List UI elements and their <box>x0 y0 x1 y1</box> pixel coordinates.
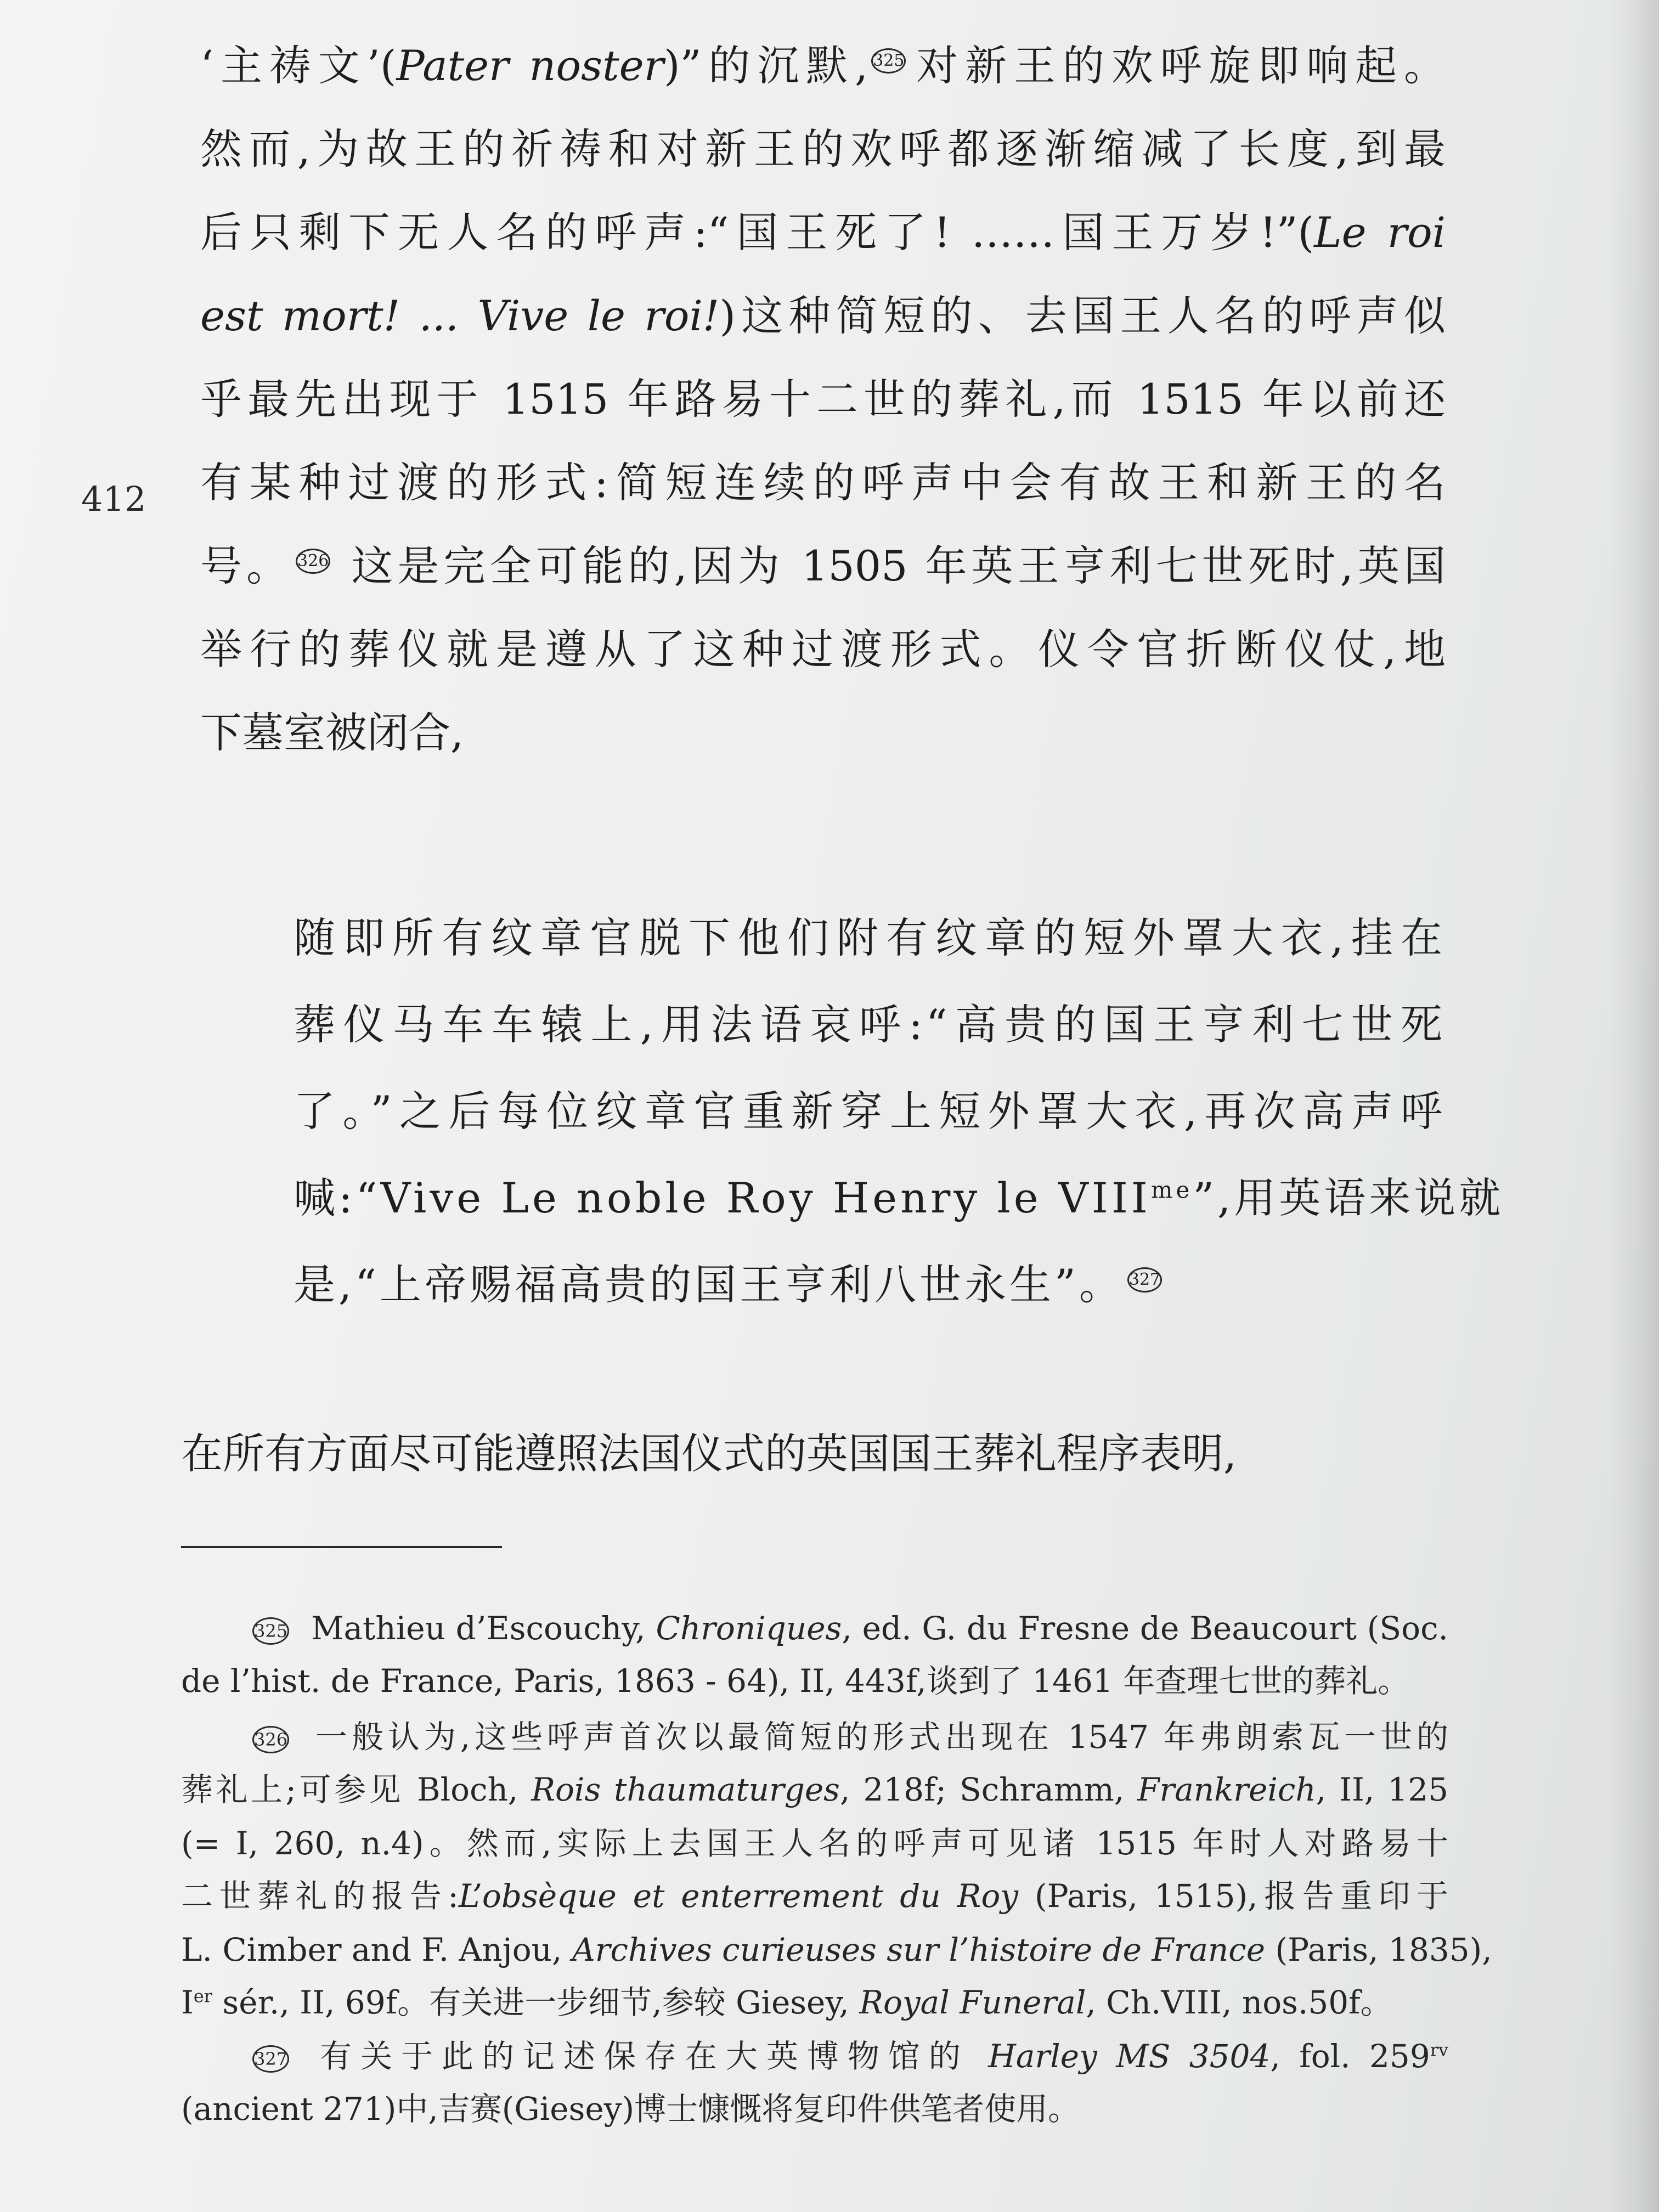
main-text-line <box>200 539 1446 594</box>
note-reference[interactable]: 327 <box>1127 1267 1162 1293</box>
footnote-number: 327 <box>252 2045 289 2073</box>
continuation-line <box>181 1426 1448 1481</box>
text-run: , ed. G. du Fresne de Beaucourt (Soc. <box>842 1610 1448 1647</box>
italic-text: Archives curieuses sur l’histoire de France <box>572 1931 1266 1968</box>
text-run: 对新王的欢呼旋即响起。 <box>909 41 1446 90</box>
text-run: 在所有方面尽可能遵照法国仪式的英国国王葬礼程序表明, <box>181 1429 1237 1478</box>
text-run: (Paris, 1515),报告重印于 <box>1018 1877 1448 1915</box>
main-text-line <box>200 706 1446 760</box>
text-run: 有关于此的记述保存在大英博物馆的 <box>311 2038 989 2075</box>
footnote-rule <box>181 1546 502 1548</box>
text-run: Mathieu d’Escouchy, <box>311 1610 656 1647</box>
text-run: ”,用英语来说就 <box>1193 1173 1504 1222</box>
note-reference[interactable]: 325 <box>871 48 906 74</box>
block-quote-line <box>294 1084 1446 1139</box>
main-text-line <box>200 372 1446 427</box>
text-run: sér., II, 69f。有关进一步细节,参较 Giesey, <box>212 1984 860 2021</box>
text-run: 葬仪马车车辕上,用法语哀呼:“高贵的国王亨利七世死 <box>294 1000 1446 1049</box>
text-run: 下墓室被闭合, <box>200 708 464 757</box>
footnote-line <box>181 1763 1448 1816</box>
text-run: 然而,为故王的祈祷和对新王的欢呼都逐渐缩减了长度,到最 <box>200 125 1446 173</box>
footnote-line <box>181 1655 1448 1707</box>
italic-text: Harley MS 3504 <box>988 2038 1271 2075</box>
italic-text: est mort! ... Vive le roi! <box>200 291 720 340</box>
text-run: 二世葬礼的报告: <box>181 1877 459 1915</box>
footnote-line <box>252 1602 1448 1655</box>
footnote-line <box>252 2030 1448 2083</box>
text-run: 随即所有纹章官脱下他们附有纹章的短外罩大衣,挂在 <box>294 913 1446 962</box>
italic-text: Pater noster <box>396 41 664 90</box>
note-reference[interactable]: 326 <box>296 549 330 574</box>
block-quote-line <box>294 911 1446 966</box>
footnote-number: 326 <box>252 1726 289 1753</box>
page-edge-shadow <box>1610 0 1659 2212</box>
italic-text: Rois thaumaturges <box>531 1771 840 1808</box>
main-text-line <box>200 38 1446 93</box>
main-text-line <box>200 122 1446 177</box>
main-text-line <box>200 455 1446 510</box>
main-text-line <box>200 622 1446 677</box>
text-run: 喊:“Vive Le noble Roy Henry le VIII <box>294 1173 1151 1222</box>
superscript-text: rv <box>1430 2039 1448 2061</box>
italic-text: Royal Funeral <box>859 1984 1086 2021</box>
footnote-number: 325 <box>252 1617 289 1645</box>
text-run: 是,“上帝赐福高贵的国王亨利八世永生”。 <box>294 1260 1124 1309</box>
footnote-line <box>181 2083 1448 2135</box>
footnote-line <box>181 1817 1448 1870</box>
block-quote-line <box>294 1257 1446 1312</box>
text-run: ‘主祷文’( <box>200 41 397 90</box>
text-run: , Ch.VIII, nos.50f。 <box>1086 1984 1392 2021</box>
text-run: 举行的葬仪就是遵从了这种过渡形式。仪令官折断仪仗,地 <box>200 625 1446 674</box>
text-run: 乎最先出现于 1515 年路易十二世的葬礼,而 1515 年以前还 <box>200 375 1446 424</box>
text-run: L. Cimber and F. Anjou, <box>181 1931 572 1968</box>
footnote-line <box>181 1923 1492 1976</box>
text-run: )这种简短的、去国王人名的呼声似 <box>719 291 1446 340</box>
text-run: )”的沉默, <box>663 41 868 90</box>
block-quote-line <box>294 1171 1504 1226</box>
text-run: (ancient 271)中,吉赛(Giesey)博士慷慨将复印件供笔者使用。 <box>181 2090 1080 2128</box>
main-text-line <box>200 289 1446 343</box>
page-number: 412 <box>81 479 146 519</box>
superscript-text: er <box>193 1985 213 2007</box>
text-run: I <box>181 1984 194 2021</box>
footnote-line <box>252 1711 1448 1763</box>
text-run: , II, 125 <box>1316 1771 1448 1808</box>
text-run: 一般认为,这些呼声首次以最简短的形式出现在 1547 年弗朗索瓦一世的 <box>311 1718 1448 1756</box>
text-run: (Paris, 1835), <box>1265 1931 1492 1968</box>
text-run: 了。”之后每位纹章官重新穿上短外罩大衣,再次高声呼 <box>294 1087 1446 1136</box>
italic-text: Le roi <box>1314 208 1446 257</box>
text-run: 葬礼上;可参见 Bloch, <box>181 1771 532 1808</box>
footnote-line <box>181 1870 1448 1922</box>
text-run: , 218f; Schramm, <box>839 1771 1138 1808</box>
superscript-text: me <box>1150 1176 1193 1204</box>
text-run: de l’hist. de France, Paris, 1863 - 64), II, 443f,谈到了 1461 年查理七世的葬礼。 <box>181 1662 1410 1700</box>
italic-text: Chroniques <box>656 1610 842 1647</box>
text-run: 后只剩下无人名的呼声:“国王死了! ……国王万岁!”( <box>200 208 1314 257</box>
text-run: 有某种过渡的形式:简短连续的呼声中会有故王和新王的名 <box>200 458 1446 507</box>
italic-text: L’obsèque et enterrement du Roy <box>458 1877 1019 1915</box>
italic-text: Frankreich <box>1137 1771 1316 1808</box>
footnote-line <box>181 1976 1448 2029</box>
text-run: 号。 <box>200 541 293 590</box>
text-run: (= I, 260, n.4)。然而,实际上去国王人名的呼声可见诸 1515 年时人对路易十 <box>181 1825 1448 1862</box>
text-run: 这是完全可能的,因为 1505 年英王亨利七世死时,英国 <box>334 541 1446 590</box>
block-quote-line <box>294 997 1446 1052</box>
text-run: , fol. 259 <box>1270 2038 1430 2075</box>
main-text-line <box>200 205 1446 260</box>
